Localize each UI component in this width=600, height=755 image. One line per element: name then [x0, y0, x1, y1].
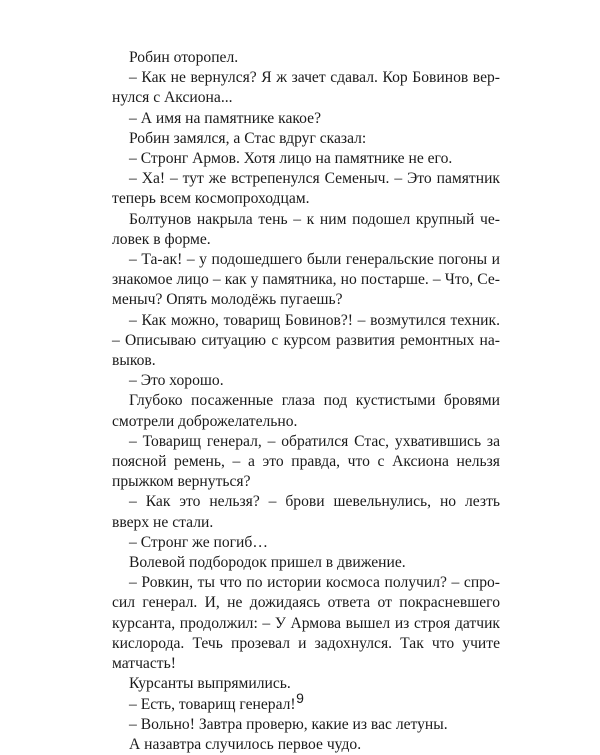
- paragraph: Глубоко посаженные глаза под кустистыми бровями смотрели доброжелательно.: [112, 392, 500, 430]
- paragraph: Робин замялся, а Стас вдруг сказал:: [129, 129, 367, 147]
- paragraph: – Та-ак! – у подошедшего были генеральские погоны и знакомое лицо – как у памятника, но постарше. – Что, Семеныч? Опять молодёжь пугаешь?: [112, 251, 500, 309]
- paragraph: – А имя на памятнике какое?: [129, 109, 321, 127]
- paragraph: – Как это нельзя? – брови шевельнулись, но лезть вверх не стали.: [112, 493, 500, 531]
- paragraph: – Как можно, товарищ Бовинов?! – возмутился техник. – Описываю ситуацию с курсом развития ремонтных навыков.: [112, 311, 500, 370]
- paragraph: Волевой подбородок пришел в движение.: [129, 554, 406, 572]
- paragraph: – Товарищ генерал, – обратился Стас, ухватившись за поясной ремень, – а это правда, что с Аксиона нельзя прыжком вернуться?: [112, 432, 500, 491]
- paragraph: Робин оторопел.: [129, 49, 239, 66]
- paragraph: – Вольно! Завтра проверю, какие из вас летуны.: [129, 715, 448, 733]
- paragraph: – Ровкин, ты что по истории космоса получил? – спросил генерал. И, не дожидаясь ответа от покрасневшего курсанта, продолжил: – У Армова вышел из строя датчик кислорода. Течь прозевал и задохнулся. Так что учите матчасть!: [112, 574, 500, 673]
- paragraph: – Стронг Армов. Хотя лицо на памятнике не его.: [129, 150, 453, 168]
- paragraph: – Ха! – тут же встрепенулся Семеныч. – Это памятник теперь всем космопроходцам.: [112, 170, 500, 208]
- page-number: 9: [296, 690, 304, 706]
- paragraph: – Это хорошо.: [129, 372, 224, 390]
- paragraph: Курсанты выпрямились.: [129, 675, 291, 693]
- paragraph: А назавтра случилось первое чудо.: [129, 735, 362, 753]
- paragraph: – Есть, товарищ генерал!: [129, 695, 296, 713]
- paragraph: – Стронг же погиб…: [129, 533, 268, 551]
- paragraph: Болтунов накрыла тень – к ним подошел крупный человек в форме.: [112, 210, 500, 248]
- paragraph: – Как не вернулся? Я ж зачет сдавал. Кор Бовинов вернулся с Аксиона...: [112, 69, 500, 107]
- body-text: [112, 48, 500, 755]
